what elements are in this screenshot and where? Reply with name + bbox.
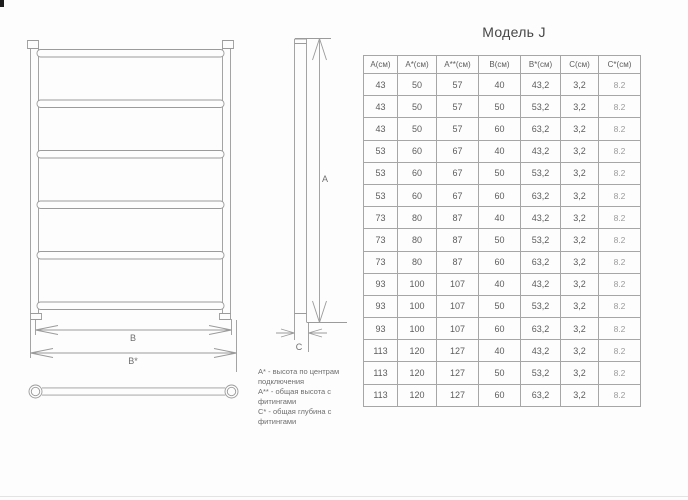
table-cell: 43	[364, 74, 398, 96]
table-cell: 87	[437, 229, 479, 251]
table-cell: 53	[364, 162, 398, 184]
table-cell: 3,2	[561, 96, 599, 118]
table-cell: 50	[479, 295, 521, 317]
table-cell: 80	[398, 229, 437, 251]
left-post	[31, 45, 39, 314]
table-cell: 107	[437, 295, 479, 317]
table-row	[364, 273, 641, 295]
table-cell: 60	[479, 384, 521, 406]
table-cell: 63,2	[521, 384, 561, 406]
table-cell: 50	[479, 229, 521, 251]
rung	[37, 302, 224, 310]
table-cell: 3,2	[561, 118, 599, 140]
rung	[37, 201, 224, 209]
table-row	[364, 251, 641, 273]
table-cell: 8.2	[599, 273, 641, 295]
table-cell: 43,2	[521, 74, 561, 96]
table-cell: 3,2	[561, 340, 599, 362]
table-cell: 3,2	[561, 318, 599, 340]
table-cell: 60	[479, 251, 521, 273]
left-post-bottom-fitting	[31, 314, 42, 320]
table-cell: 3,2	[561, 229, 599, 251]
table-row	[364, 118, 641, 140]
table-cell: 60	[479, 118, 521, 140]
table-cell: 57	[437, 118, 479, 140]
table-cell: 40	[479, 207, 521, 229]
spec-table-head	[364, 56, 641, 74]
table-cell: 40	[479, 140, 521, 162]
table-row	[364, 207, 641, 229]
fitting-ring-left-inner	[31, 387, 39, 395]
dimension-b-star	[31, 320, 237, 372]
table-cell: 40	[479, 74, 521, 96]
table-row	[364, 318, 641, 340]
table-cell: 3,2	[561, 207, 599, 229]
table-cell: 67	[437, 162, 479, 184]
top-view	[29, 385, 238, 398]
right-post-bottom-fitting	[220, 314, 231, 320]
table-cell: 3,2	[561, 273, 599, 295]
table-header-cell: А*(см)	[398, 56, 437, 74]
table-row	[364, 74, 641, 96]
table-cell: 60	[479, 184, 521, 206]
table-cell: 8.2	[599, 251, 641, 273]
table-cell: 8.2	[599, 74, 641, 96]
table-cell: 53,2	[521, 162, 561, 184]
table-cell: 3,2	[561, 362, 599, 384]
table-cell: 100	[398, 318, 437, 340]
table-cell: 8.2	[599, 229, 641, 251]
table-cell: 67	[437, 184, 479, 206]
table-cell: 8.2	[599, 384, 641, 406]
table-cell: 80	[398, 207, 437, 229]
legend-line: А* - высота по центрам подключения	[258, 367, 340, 386]
spec-table	[363, 55, 641, 407]
table-cell: 43	[364, 96, 398, 118]
table-cell: 63,2	[521, 184, 561, 206]
table-cell: 8.2	[599, 318, 641, 340]
table-cell: 57	[437, 96, 479, 118]
table-cell: 40	[479, 340, 521, 362]
table-cell: 50	[398, 118, 437, 140]
spec-table-body	[364, 74, 641, 407]
table-header-cell: В(см)	[479, 56, 521, 74]
table-cell: 127	[437, 384, 479, 406]
table-cell: 43,2	[521, 140, 561, 162]
rung	[37, 100, 224, 108]
table-header-cell: С(см)	[561, 56, 599, 74]
table-cell: 67	[437, 140, 479, 162]
rung	[37, 151, 224, 159]
table-cell: 50	[479, 96, 521, 118]
table-cell: 8.2	[599, 162, 641, 184]
table-header-cell: А(см)	[364, 56, 398, 74]
table-cell: 40	[479, 273, 521, 295]
table-cell: 87	[437, 251, 479, 273]
fitting-ring-right-inner	[227, 387, 235, 395]
table-cell: 50	[398, 74, 437, 96]
table-cell: 8.2	[599, 340, 641, 362]
table-cell: 93	[364, 273, 398, 295]
table-row	[364, 184, 641, 206]
table-cell: 43,2	[521, 207, 561, 229]
legend-line: А** - общая высота с фитингами	[258, 387, 332, 406]
table-cell: 50	[398, 96, 437, 118]
table-cell: 80	[398, 251, 437, 273]
crossbar-tube-lines	[42, 388, 225, 395]
table-cell: 3,2	[561, 184, 599, 206]
table-cell: 73	[364, 251, 398, 273]
table-cell: 113	[364, 362, 398, 384]
table-cell: 107	[437, 273, 479, 295]
legend	[258, 367, 352, 427]
table-cell: 53,2	[521, 295, 561, 317]
dimension-a	[295, 39, 347, 323]
table-cell: 53,2	[521, 229, 561, 251]
table-cell: 43,2	[521, 340, 561, 362]
table-cell: 127	[437, 362, 479, 384]
table-cell: 57	[437, 74, 479, 96]
rung	[37, 50, 224, 58]
table-cell: 100	[398, 273, 437, 295]
table-cell: 120	[398, 384, 437, 406]
table-header-cell: В*(см)	[521, 56, 561, 74]
table-cell: 73	[364, 207, 398, 229]
legend-line: С* - общая глубина с фитингами	[258, 407, 332, 426]
table-row	[364, 96, 641, 118]
table-row	[364, 140, 641, 162]
table-cell: 60	[398, 162, 437, 184]
table-cell: 120	[398, 340, 437, 362]
dimension-c	[276, 322, 327, 352]
table-cell: 120	[398, 362, 437, 384]
table-cell: 3,2	[561, 74, 599, 96]
table-cell: 60	[398, 140, 437, 162]
table-cell: 53,2	[521, 362, 561, 384]
right-post	[223, 45, 231, 314]
table-header-row	[364, 56, 641, 74]
table-cell: 60	[479, 318, 521, 340]
table-cell: 53	[364, 140, 398, 162]
table-cell: 53	[364, 184, 398, 206]
table-cell: 3,2	[561, 140, 599, 162]
table-cell: 8.2	[599, 295, 641, 317]
table-cell: 8.2	[599, 207, 641, 229]
table-cell: 87	[437, 207, 479, 229]
table-cell: 8.2	[599, 96, 641, 118]
table-cell: 93	[364, 318, 398, 340]
table-row	[364, 229, 641, 251]
table-cell: 113	[364, 384, 398, 406]
table-row	[364, 162, 641, 184]
table-row	[364, 295, 641, 317]
table-cell: 60	[398, 184, 437, 206]
table-header-cell: С*(см)	[599, 56, 641, 74]
left-post-top-fitting	[28, 41, 39, 49]
table-cell: 43	[364, 118, 398, 140]
table-cell: 107	[437, 318, 479, 340]
table-cell: 127	[437, 340, 479, 362]
table-cell: 8.2	[599, 140, 641, 162]
table-cell: 43,2	[521, 273, 561, 295]
table-cell: 8.2	[599, 362, 641, 384]
dim-label-c: C	[295, 342, 303, 352]
table-cell: 63,2	[521, 318, 561, 340]
page-title: Модель J	[482, 24, 546, 40]
table-row	[364, 384, 641, 406]
table-row	[364, 362, 641, 384]
table-cell: 50	[479, 162, 521, 184]
table-cell: 50	[479, 362, 521, 384]
dim-label-a: A	[322, 174, 329, 184]
table-cell: 113	[364, 340, 398, 362]
dimension-b	[36, 319, 232, 343]
table-cell: 53,2	[521, 96, 561, 118]
table-cell: 3,2	[561, 384, 599, 406]
side-tube	[295, 39, 307, 322]
table-row	[364, 340, 641, 362]
dim-label-b-star: B*	[128, 356, 138, 366]
right-post-top-fitting	[223, 41, 234, 49]
table-cell: 3,2	[561, 162, 599, 184]
table-cell: 63,2	[521, 118, 561, 140]
rungs	[37, 50, 224, 310]
rung	[37, 252, 224, 260]
dim-label-b: B	[129, 333, 137, 343]
table-cell: 100	[398, 295, 437, 317]
table-cell: 73	[364, 229, 398, 251]
table-cell: 8.2	[599, 184, 641, 206]
front-view	[28, 41, 234, 320]
table-header-cell: А**(см)	[437, 56, 479, 74]
table-cell: 3,2	[561, 295, 599, 317]
side-view	[295, 39, 307, 322]
table-cell: 3,2	[561, 251, 599, 273]
table-cell: 8.2	[599, 118, 641, 140]
table-cell: 63,2	[521, 251, 561, 273]
dim-a-extension-lines	[295, 39, 347, 323]
table-cell: 93	[364, 295, 398, 317]
